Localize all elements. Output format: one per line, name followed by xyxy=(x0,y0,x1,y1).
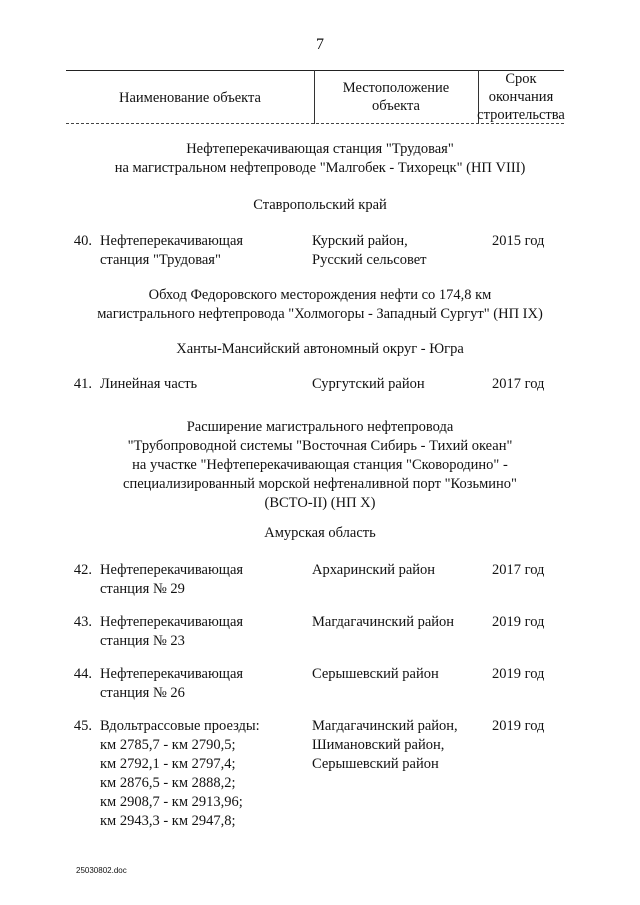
object-location: Магдагачинский район xyxy=(312,614,455,630)
object-location: Архаринский район xyxy=(312,562,436,578)
object-name: Линейная часть xyxy=(100,376,198,392)
object-location: Курский район, Русский сельсовет xyxy=(312,233,427,268)
section-title: Расширение магистрального нефтепровода "Трубопроводной системы "Восточная Сибирь - Тихий океан" на участке "Нефтеперекачивающая станция "Сковородино" - специализированный морской нефтеналивной порт "Козьмино" (ВСТО-II) (НП X) xyxy=(123,419,517,511)
deadline-year: 2019 год xyxy=(492,614,545,630)
deadline-year: 2017 год xyxy=(492,376,545,392)
header-col-location: Местоположение объекта xyxy=(342,80,450,114)
object-name: Нефтеперекачивающая станция № 29 xyxy=(100,562,244,597)
deadline-year: 2015 год xyxy=(492,233,545,249)
object-name: Нефтеперекачивающая станция № 23 xyxy=(100,614,244,649)
header-col-name: Наименование объекта xyxy=(119,90,261,106)
object-location: Магдагачинский район, Шимановский район, Серышевский район xyxy=(312,718,458,772)
region-heading: Ханты-Мансийский автономный округ - Югра xyxy=(176,341,464,357)
deadline-year: 2017 год xyxy=(492,562,545,578)
object-name: Вдольтрассовые проезды: км 2785,7 - км 2790,5; км 2792,1 - км 2797,4; км 2876,5 - км 2888,2; км 2908,7 - км 2913,96; км 2943,3 - км 2947,8; xyxy=(100,718,260,829)
object-name: Нефтеперекачивающая станция № 26 xyxy=(100,666,244,701)
file-name-footer: 25030802.doc xyxy=(76,866,127,875)
object-location: Серышевский район xyxy=(312,666,439,682)
deadline-year: 2019 год xyxy=(492,666,545,682)
page-number: 7 xyxy=(316,36,324,53)
section-title: Нефтеперекачивающая станция "Трудовая" на магистральном нефтепроводе "Малгобек - Тихорецк" (НП VIII) xyxy=(114,141,526,176)
region-heading: Ставропольский край xyxy=(253,197,387,213)
header-col-deadline: Срок окончания строительства xyxy=(477,71,565,123)
region-heading: Амурская область xyxy=(264,525,376,541)
deadline-year: 2019 год xyxy=(492,718,545,734)
object-location: Сургутский район xyxy=(312,376,425,392)
section-title: Обход Федоровского месторождения нефти со 174,8 км магистрального нефтепровода "Холмогоры - Западный Сургут" (НП IX) xyxy=(97,287,543,322)
table-header xyxy=(66,70,564,124)
object-name: Нефтеперекачивающая станция "Трудовая" xyxy=(100,233,244,268)
